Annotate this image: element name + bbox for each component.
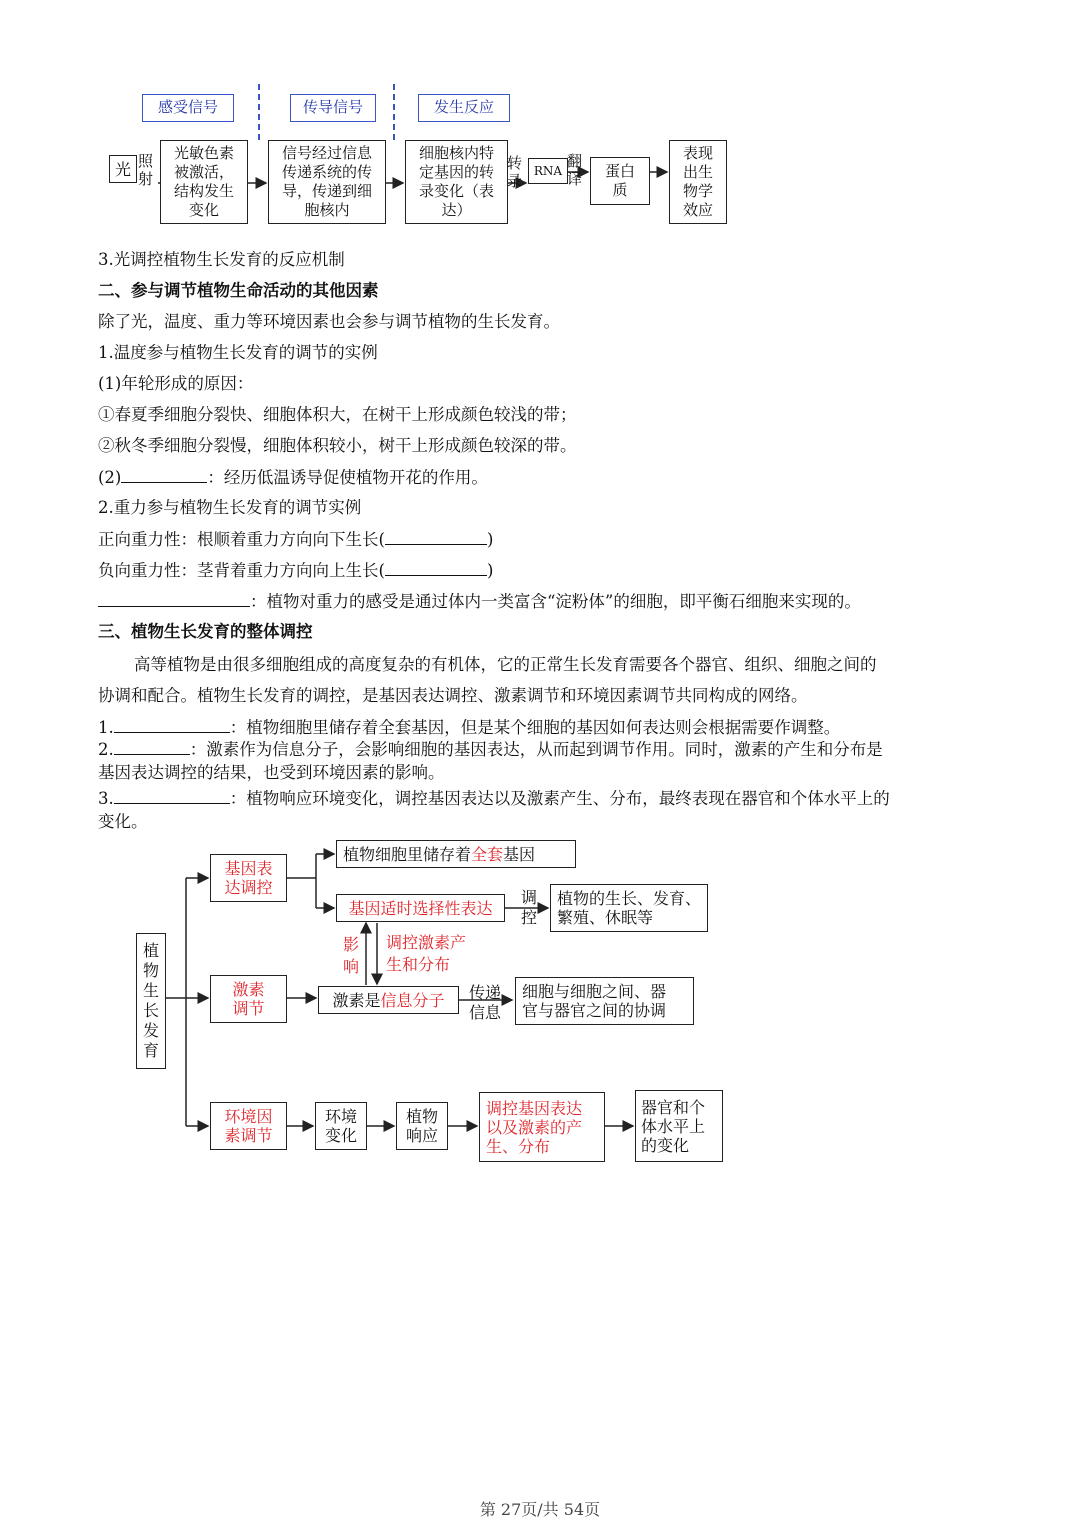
coordination-box: 细胞与细胞之间、器 官与器官之间的协调 [515, 977, 694, 1025]
paragraph: 2.重力参与植物生长发育的调节实例 [98, 498, 362, 517]
paragraph: ①春夏季细胞分裂快、细胞体积大，在树干上形成颜色较浅的带； [98, 405, 577, 424]
paragraph: 高等植物是由很多细胞组成的高度复杂的有机体，它的正常生长发育需要各个器官、组织、细胞之间的 [134, 655, 877, 674]
paragraph: 2. ：激素作为信息分子，会影响细胞的基因表达，从而起到调节作用。同时，激素的产生和分布是 [98, 740, 883, 759]
paragraph: 正向重力性：根顺着重力方向向下生长( ) [98, 530, 494, 549]
paragraph: 变化。 [98, 812, 148, 831]
organ-change-box: 器官和个 体水平上 的变化 [635, 1090, 723, 1162]
rna-box: RNA [528, 158, 568, 184]
phytochrome-box: 光敏色素 被激活， 结构发生 变化 [160, 140, 248, 224]
paragraph: (2) ：经历低温诱导促使植物开花的作用。 [98, 468, 488, 487]
paragraph: 1.温度参与植物生长发育的调节的实例 [98, 343, 378, 362]
blank-field[interactable] [98, 590, 250, 607]
paragraph: ②秋冬季细胞分裂慢，细胞体积较小，树干上形成颜色较深的带。 [98, 436, 577, 455]
growth-box: 植物的生长、发育、 繁殖、休眠等 [550, 884, 708, 932]
section-line: 3.光调控植物生长发育的反应机制 [98, 250, 345, 269]
transcribe-label: 转 录 [507, 154, 523, 190]
gene-expression-box: 基因表 达调控 [210, 854, 287, 902]
hormone-regulation-box: 激素 调节 [210, 975, 287, 1023]
paragraph: (1)年轮形成的原因： [98, 374, 254, 393]
store-genes-box: 植物细胞里储存着 全套 基因 [336, 840, 576, 868]
blank-field[interactable] [114, 716, 230, 733]
env-change-box: 环境 变化 [315, 1102, 367, 1150]
regulate-hormone-label: 调控激素产 生和分布 [386, 933, 467, 974]
environment-regulation-box: 环境因 素调节 [210, 1102, 287, 1150]
transmit-label: 传递 信息 [469, 983, 502, 1022]
section-heading: 二、参与调节植物生命活动的其他因素 [98, 281, 379, 300]
blank-field[interactable] [385, 528, 487, 545]
translate-label: 翻 译 [567, 152, 583, 188]
paragraph: 1. ：植物细胞里储存着全套基因，但是某个细胞的基因如何表达则会根据需要作调整。 [98, 718, 841, 737]
protein-box: 蛋白 质 [590, 157, 650, 205]
paragraph: 3. ：植物响应环境变化，调控基因表达以及激素产生、分布，最终表现在器官和个体水平上的 [98, 789, 890, 808]
paragraph: 负向重力性：茎背着重力方向向上生长( ) [98, 561, 494, 580]
section-heading: 三、植物生长发育的整体调控 [98, 622, 313, 641]
plant-growth-root: 植 物 生 长 发 育 [136, 933, 166, 1069]
paragraph: 除了光，温度、重力等环境因素也会参与调节植物的生长发育。 [98, 312, 560, 331]
blank-field[interactable] [114, 738, 190, 755]
irradiate-label: 照 射 [138, 152, 154, 188]
header-sense-signal: 感受信号 [142, 94, 234, 122]
blank-field[interactable] [114, 787, 230, 804]
effect-box: 表现 出生 物学 效应 [669, 140, 727, 224]
hormone-signal-box: 激素是 信息分子 [318, 986, 459, 1014]
divider [393, 84, 395, 140]
divider [258, 84, 260, 140]
paragraph: 基因表达调控的结果，也受到环境因素的影响。 [98, 763, 445, 782]
blank-field[interactable] [121, 466, 207, 483]
page-number: 第 27页/共 54页 [479, 1500, 601, 1519]
paragraph: ：植物对重力的感受是通过体内一类富含“淀粉体”的细胞，即平衡石细胞来实现的。 [98, 590, 861, 613]
header-transduce-signal: 传导信号 [290, 94, 376, 122]
header-response: 发生反应 [418, 94, 510, 122]
regulate-label: 调 控 [521, 888, 538, 927]
regulate-gene-box: 调控基因表达 以及激素的产 生、分布 [479, 1092, 605, 1162]
paragraph: 协调和配合。植物生长发育的调控，是基因表达调控、激素调节和环境因素调节共同构成的网络。 [98, 686, 808, 705]
gene-transcription-box: 细胞核内特 定基因的转 录变化（表 达） [405, 140, 508, 224]
light-box: 光 [109, 155, 137, 183]
blank-field[interactable] [385, 559, 487, 576]
selective-expression-box: 基因适时选择性表达 [336, 894, 505, 922]
signal-transduction-box: 信号经过信息 传递系统的传 导，传递到细 胞核内 [268, 140, 386, 224]
plant-response-box: 植物 响应 [396, 1102, 448, 1150]
influence-label: 影 响 [343, 935, 360, 976]
